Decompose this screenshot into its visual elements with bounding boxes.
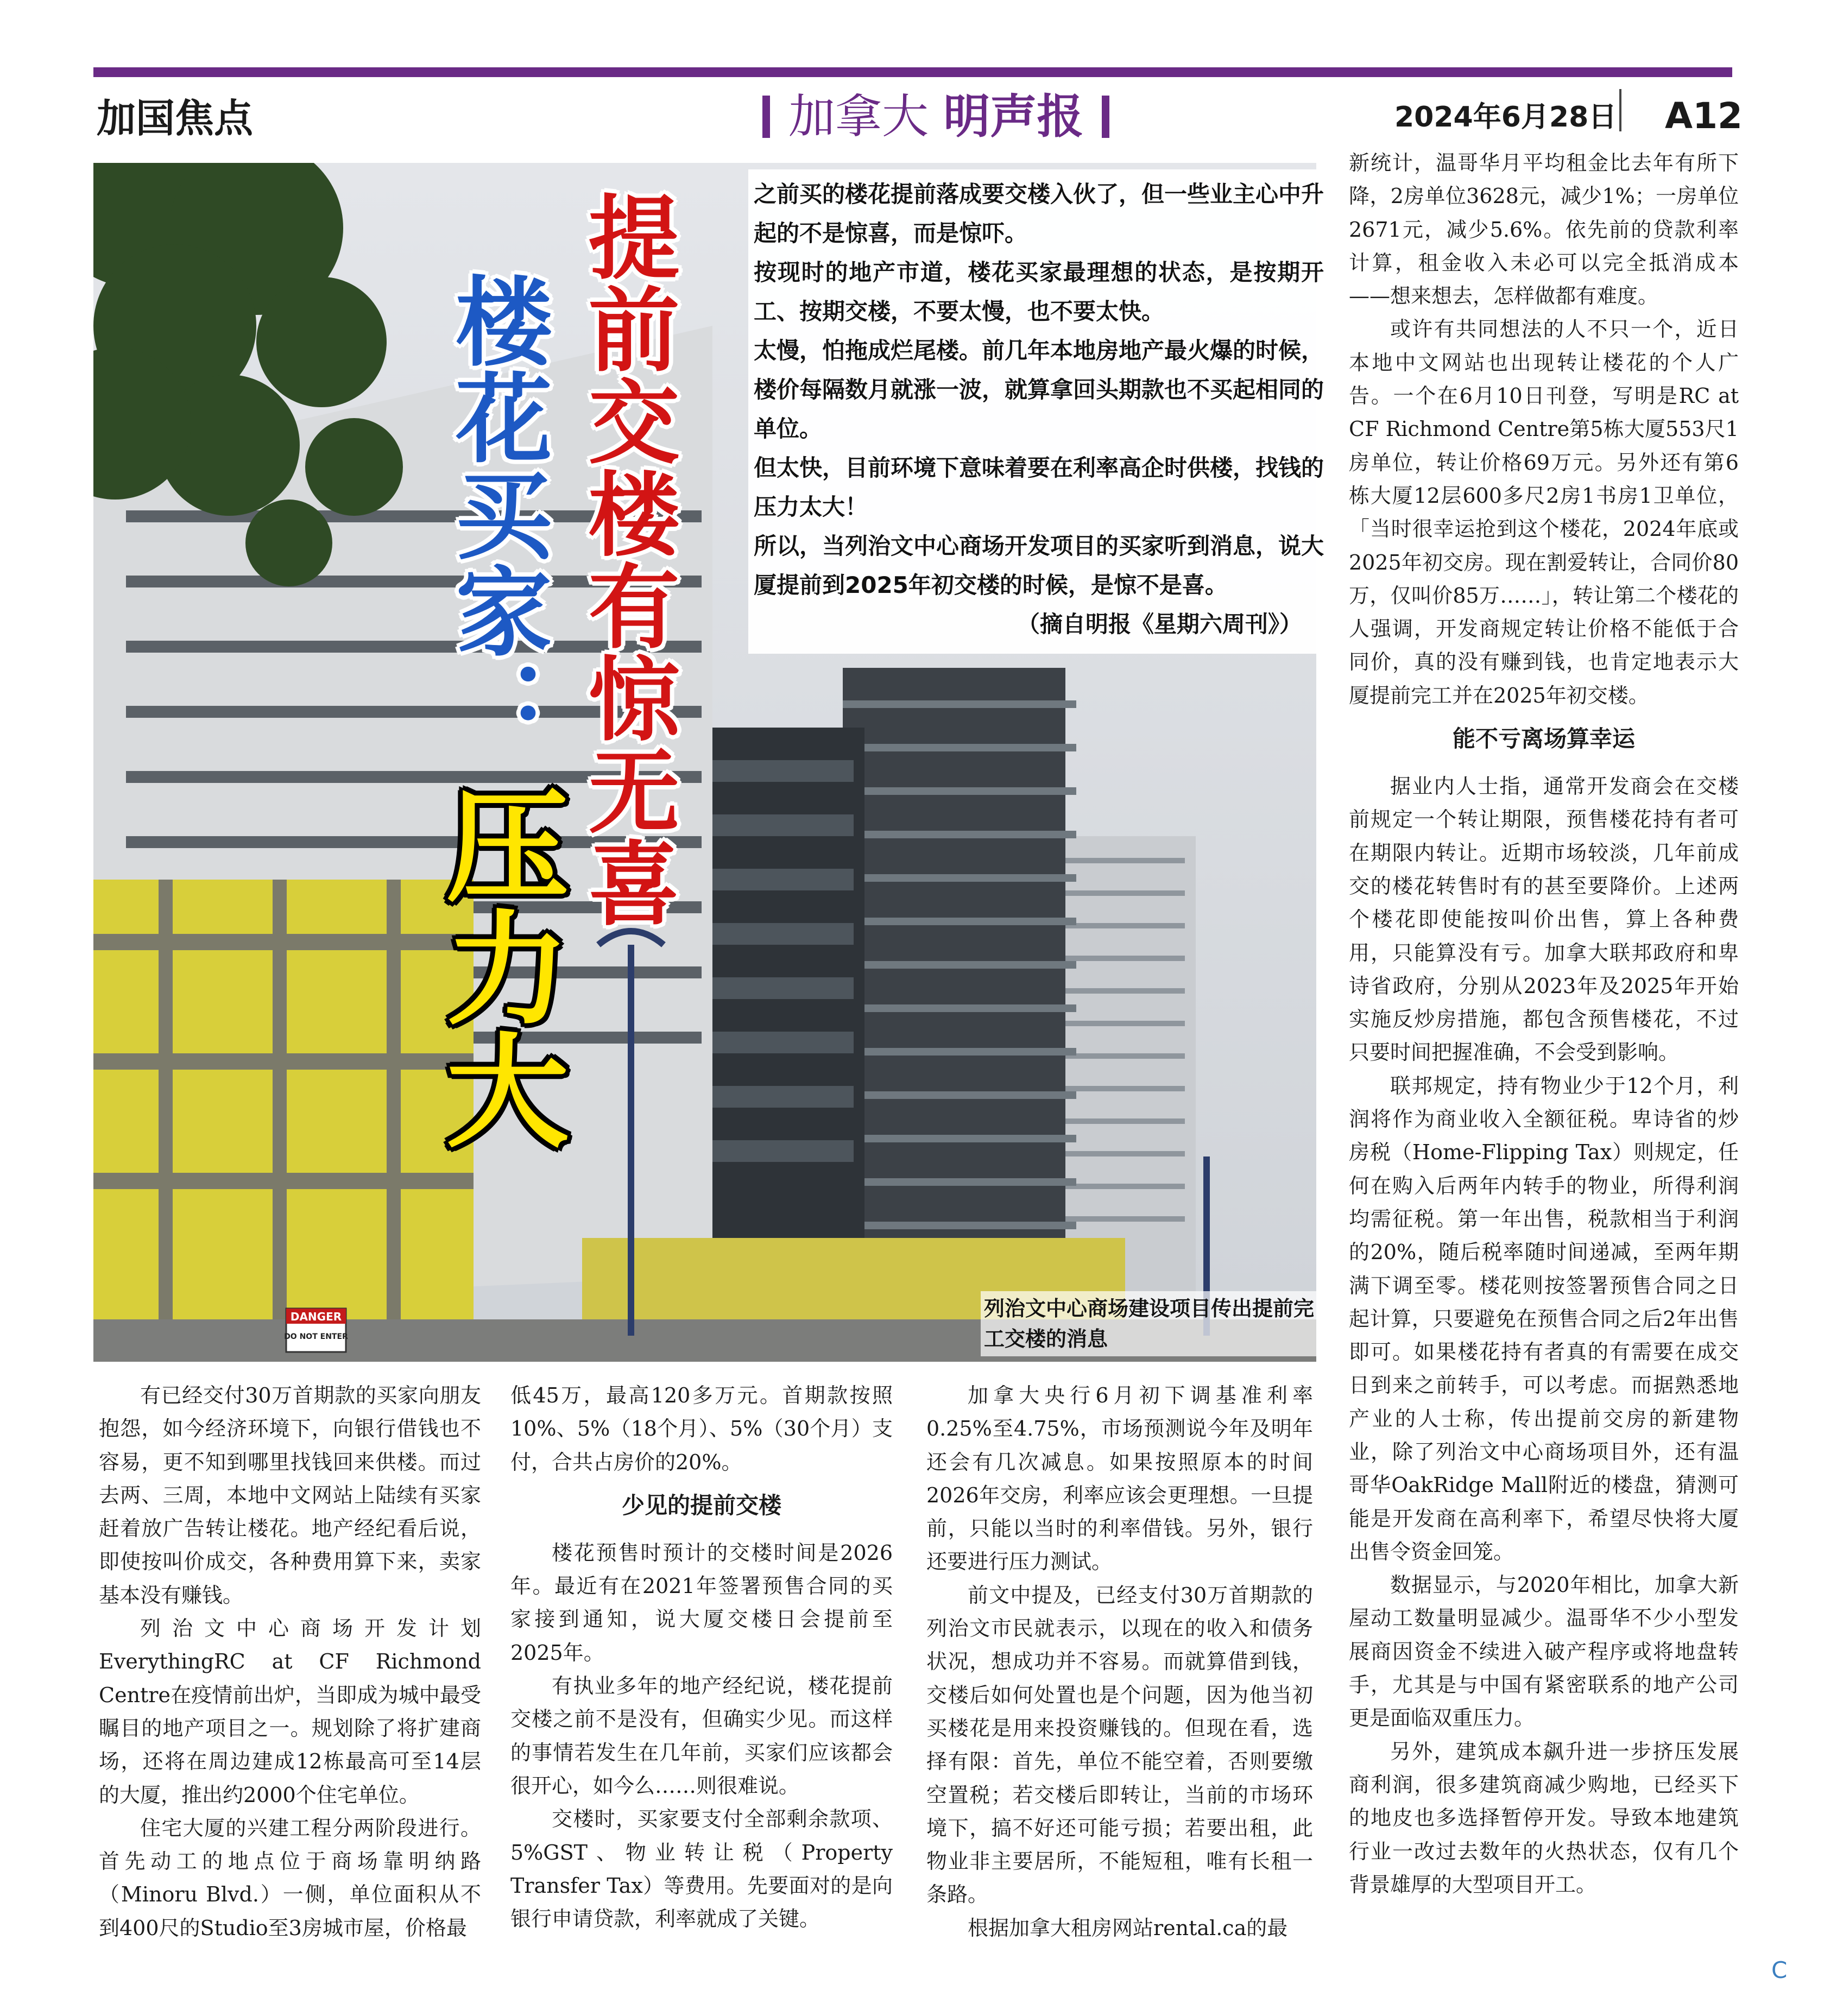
article-paragraph: 或许有共同想法的人不只一个，近日本地中文网站也出现转让楼花的个人广告。一个在6月10日刊登，写明是RC at CF Richmond Centre第5栋大厦553尺1房单位，转让价格69万元。另外还有第6栋大厦12层600多尺2房1书房1卫单位，「当时很幸运抢到这个楼花，2024年底或2025年初交房。现在割爱转让，合同价80万，仅叫价85万……」，转让第二个楼花的人强调，开发商规定转让价格不能低于合同价，真的没有赚到钱，也肯定地表示大厦提前完工并在2025年初交楼。	[1349, 317, 1739, 707]
article-column-4	[1349, 147, 1739, 1901]
article-paragraph: 低45万，最高120多万元。首期款按照10%、5%（18个月）、5%（30个月）支付，合共占房价的20%。	[510, 1383, 893, 1474]
article-paragraph: 有已经交付30万首期款的买家向朋友抱怨，如今经济环境下，向银行借钱也不容易，更不知到哪里找钱回来供楼。而过去两、三周，本地中文网站上陆续有买家赶着放广告转让楼花。地产经纪看后说，即使按叫价成交，各种费用算下来，卖家基本没有赚钱。	[99, 1383, 481, 1607]
article-paragraph: 有执业多年的地产经纪说，楼花提前交楼之前不是没有，但确实少见。而这样的事情若发生在几年前，买家们应该都会很开心，如今么……则很难说。	[510, 1674, 893, 1798]
photo-caption: 列治文中心商场建设项目传出提前完工交楼的消息	[981, 1291, 1324, 1356]
article-column-1	[99, 1379, 481, 1945]
paper-name-prefix: 加拿大	[788, 90, 929, 144]
article-paragraph: 前文中提及，已经支付30万首期款的列治文市民就表示，以现在的收入和债务状况，想成功并不容易。而就算借到钱，交楼后如何处置也是个问题，因为他当初买楼花是用来投资赚钱的。但现在看，选择有限：首先，单位不能空着，否则要缴空置税；若交楼后即转让，当前的市场环境下，搞不好还可能亏损；若要出租，此物业非主要居所，不能短租，唯有长租一条路。	[926, 1583, 1313, 1907]
photo-sign-subtext: DO NOT ENTER	[284, 1332, 348, 1341]
article-paragraph: 另外，建筑成本飙升进一步挤压发展商利润，很多建筑商减少购地，已经买下的地皮也多选择暂停开发。导致本地建筑行业一改过去数年的火热状态，仅有几个背景雄厚的大型项目开工。	[1349, 1739, 1739, 1897]
article-paragraph: 住宅大厦的兴建工程分两阶段进行。首先动工的地点位于商场靠明纳路（Minoru Blvd.）一侧，单位面积从不到400尺的Studio至3房城市屋，价格最	[99, 1816, 481, 1940]
article-column-3	[926, 1379, 1313, 1945]
article-paragraph: 交楼时，买家要支付全部剩余款项、5%GST、物业转让税（Property Transfer Tax）等费用。先要面对的是向银行申请贷款，利率就成了关键。	[510, 1807, 893, 1931]
paper-name-left-bar	[762, 96, 770, 138]
headline-main-a: 楼花买家：	[439, 271, 552, 755]
article-paragraph: 根据加拿大租房网站rental.ca的最	[968, 1916, 1288, 1940]
article-paragraph: 数据显示，与2020年相比，加拿大新屋动工数量明显减少。温哥华不少小型发展商因资金不续进入破产程序或将地盘转手，尤其是与中国有紧密联系的地产公司更是面临双重压力。	[1349, 1573, 1739, 1730]
paper-name-right-bar	[1102, 96, 1109, 138]
headline-kicker: 提前交楼有惊无喜	[573, 190, 680, 928]
intro-paragraph: 所以，当列治文中心商场开发项目的买家听到消息，说大厦提前到2025年初交楼的时候，是惊不是喜。	[754, 533, 1324, 598]
headline-main-b: 压力大	[425, 782, 568, 1150]
page-number: A12	[1665, 95, 1743, 137]
paper-name	[744, 87, 1128, 147]
paper-name-main: 明声报	[943, 90, 1084, 144]
issue-date: 2024年6月28日	[1394, 101, 1617, 134]
article-paragraph: 新统计，温哥华月平均租金比去年有所下降，2房单位3628元，减少1%；一房单位2671元，减少5.6%。依先前的贷款利率计算，租金收入未必可以完全抵消成本——想来想去，怎样做都有难度。	[1349, 151, 1739, 308]
article-paragraph: 列治文中心商场开发计划EverythingRC at CF Richmond Centre在疫情前出炉，当即成为城中最受瞩目的地产项目之一。规划除了将扩建商场，还将在周边建成12栋最高可至14层的大厦，推出约2000个住宅单位。	[99, 1616, 481, 1807]
subheading: 能不亏离场算幸运	[1452, 725, 1635, 753]
corner-mark: C	[1771, 1957, 1788, 1983]
article-paragraph: 联邦规定，持有物业少于12个月，利润将作为商业收入全额征税。卑诗省的炒房税（Home-Flipping Tax）则规定，任何在购入后两年内转手的物业，所得利润均需征税。第一年出售，税款相当于利润的20%，随后税率随时间递减，至两年期满下调至零。楼花则按签署预售合同之日起计算，只要避免在预售合同之后2年出售即可。如果楼花持有者真的有需要在成交日到来之前转手，可以考虑。而据熟悉地产业的人士称，传出提前交房的新建物业，除了列治文中心商场项目外，还有温哥华OakRidge Mall附近的楼盘，猜测可能是开发商在高利率下，希望尽快将大厦出售令资金回笼。	[1349, 1073, 1739, 1564]
intro-source: （摘自明报《星期六周刊》）	[1017, 611, 1302, 637]
intro-paragraph: 按现时的地产市道，楼花买家最理想的状态，是按期开工、按期交楼，不要太慢，也不要太快。	[754, 259, 1324, 325]
article-paragraph: 加拿大央行6月初下调基准利率0.25%至4.75%，市场预测说今年及明年还会有几次减息。如果按照原本的时间2026年交房，利率应该会更理想。一旦提前，只能以当时的利率借钱。另外，银行还要进行压力测试。	[926, 1383, 1313, 1574]
intro-box	[748, 169, 1328, 654]
article-column-2	[510, 1379, 893, 1936]
photo-sign-danger: DANGER	[290, 1310, 342, 1323]
intro-paragraph: 但太快，目前环境下意味着要在利率高企时供楼，找钱的压力太大！	[754, 454, 1324, 520]
article-paragraph: 楼花预售时预计的交楼时间是2026年。最近有在2021年签署预售合同的买家接到通知，说大厦交楼日会提前至2025年。	[510, 1540, 893, 1665]
section-title: 加国焦点	[97, 95, 254, 141]
intro-paragraph: 之前买的楼花提前落成要交楼入伙了，但一些业主心中升起的不是惊喜，而是惊吓。	[754, 181, 1324, 247]
masthead-rule	[93, 67, 1732, 77]
intro-paragraph: 太慢，怕拖成烂尾楼。前几年本地房地产最火爆的时候，楼价每隔数月就涨一波，就算拿回头期款也不买起相同的单位。	[754, 337, 1324, 442]
subheading: 少见的提前交楼	[621, 1492, 781, 1519]
header-divider	[1619, 89, 1621, 131]
article-paragraph: 据业内人士指，通常开发商会在交楼前规定一个转让期限，预售楼花持有者可在期限内转让。近期市场较淡，几年前成交的楼花转售时有的甚至要降价。上述两个楼花即使能按叫价出售，算上各种费用，只能算没有亏。加拿大联邦政府和卑诗省政府，分别从2023年及2025年开始实施反炒房措施，都包含预售楼花，不过只要时间把握准确，不会受到影响。	[1349, 774, 1739, 1065]
